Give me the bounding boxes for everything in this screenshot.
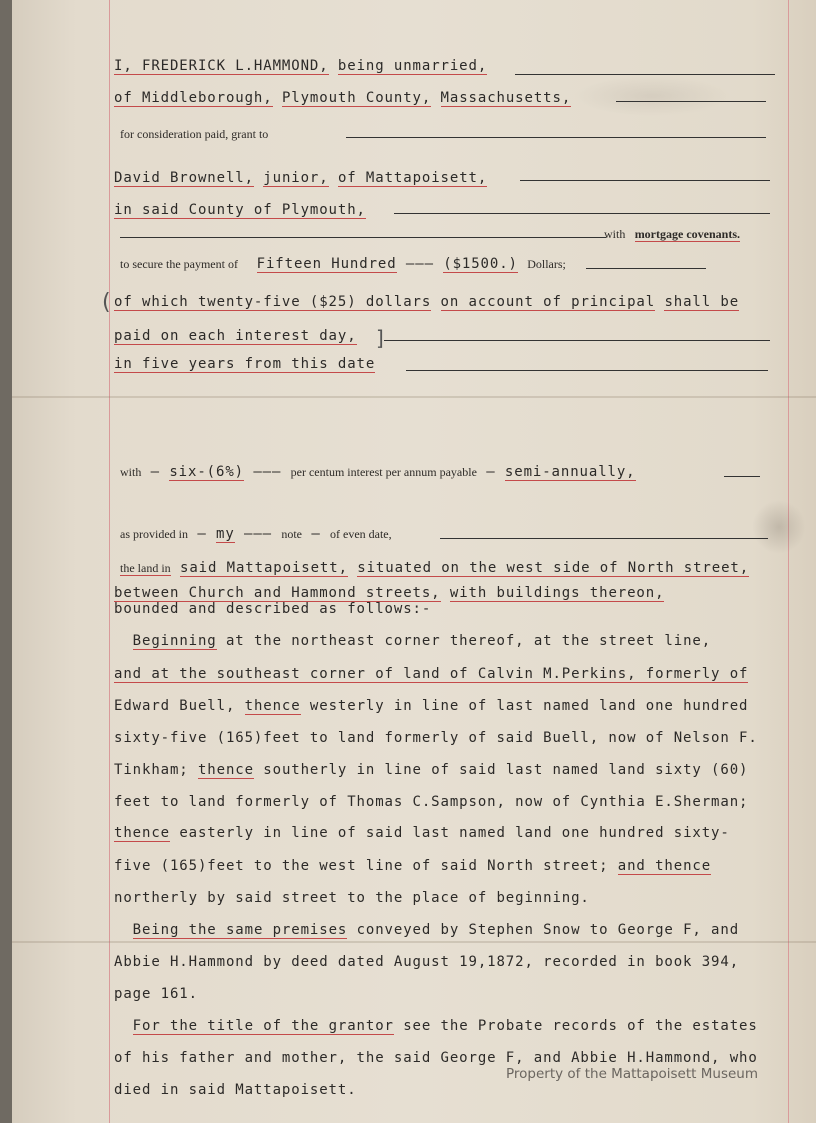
title-paragraph — [114, 1082, 357, 1098]
typed-text: five (165)feet to the west line of said North street; — [114, 858, 618, 874]
underlined-text: junior, — [263, 170, 329, 186]
left-margin-rule — [109, 0, 110, 1123]
typed-text: ——— — [396, 256, 444, 272]
description-paragraph — [114, 633, 711, 649]
grantor-line — [114, 58, 487, 74]
typed-text: Abbie H.Hammond by deed dated August 19,1872, recorded in book 394, — [114, 954, 740, 970]
typed-text: ——— — [234, 526, 282, 542]
underlined-text: Beginning — [132, 633, 217, 649]
underlined-text: with buildings thereon, — [449, 585, 665, 601]
description-paragraph — [114, 825, 730, 841]
page-fold — [12, 941, 816, 943]
underlined-text: on account of principal — [440, 294, 656, 310]
consideration-line — [120, 126, 268, 142]
typed-text — [348, 560, 357, 576]
faded-smudge — [572, 76, 732, 116]
description-paragraph — [114, 794, 748, 810]
typed-text: see the Probate records of the estates — [393, 1018, 758, 1034]
underlined-text: For the title of the grantor — [132, 1018, 394, 1034]
pencil-bracket-mark: ] — [376, 326, 384, 350]
typed-text — [171, 560, 180, 576]
typed-text — [625, 226, 634, 242]
underlined-text: thence — [114, 825, 170, 841]
typed-text: easterly in line of said last named land one hundred sixty- — [169, 825, 730, 841]
description-paragraph — [114, 698, 748, 714]
typed-text: note — [281, 527, 302, 541]
typed-text — [114, 1018, 133, 1034]
typed-text: died in said Mattapoisett. — [114, 1082, 357, 1098]
typed-text: southerly in line of said last named land sixty (60) — [253, 762, 749, 778]
underlined-text: Being the same premises — [132, 922, 348, 938]
interest-day-line — [114, 328, 357, 344]
underlined-text: Plymouth County, — [281, 90, 432, 106]
underlined-text: thence — [197, 762, 254, 778]
typed-text: bounded and described as follows:- — [114, 601, 432, 617]
typed-text: page 161. — [114, 986, 198, 1002]
blank-rule — [440, 538, 768, 539]
title-paragraph — [114, 1018, 758, 1034]
blank-rule — [616, 101, 766, 102]
description-intro — [114, 601, 431, 617]
typed-text: with — [120, 465, 142, 479]
underlined-text: semi-annually, — [504, 464, 636, 480]
underlined-text: my — [216, 526, 235, 542]
typed-text: for consideration paid, grant to — [120, 127, 269, 141]
typed-text: — — [476, 464, 505, 480]
underlined-text: ($1500.) — [443, 256, 518, 272]
blank-rule — [394, 213, 770, 214]
source-deed-paragraph — [114, 954, 739, 970]
underlined-text: paid on each interest day, — [114, 328, 357, 344]
typed-text: with — [604, 227, 626, 241]
typed-text — [431, 294, 440, 310]
blank-rule — [384, 340, 770, 341]
underlined-text: the land in — [120, 561, 171, 575]
typed-text — [431, 90, 440, 106]
source-deed-paragraph — [114, 986, 198, 1002]
underlined-text: Fifteen Hundred — [256, 256, 397, 272]
right-margin-rule — [788, 0, 789, 1123]
typed-text: ——— — [243, 464, 291, 480]
ink-stamp-blot — [752, 500, 806, 554]
underlined-text: thence — [244, 698, 301, 714]
underlined-text: in said County of Plymouth, — [114, 202, 366, 218]
typed-text — [329, 58, 338, 74]
underlined-text: between Church and Hammond streets, — [114, 585, 441, 601]
underlined-text: in five years from this date — [114, 356, 376, 372]
typed-text — [238, 256, 257, 272]
pencil-bracket-mark: ( — [102, 290, 111, 315]
typed-text: per centum interest per annum payable — [290, 465, 477, 479]
typed-text: westerly in line of last named land one hundred — [300, 698, 749, 714]
underlined-text: Massachusetts, — [440, 90, 572, 106]
page-fold — [12, 396, 816, 398]
blank-rule — [586, 268, 706, 269]
description-paragraph — [114, 666, 748, 682]
interest-rate-line — [120, 464, 636, 480]
blank-rule — [520, 180, 770, 181]
typed-text: at the northeast corner thereof, at the street line, — [216, 633, 712, 649]
typed-text: conveyed by Stephen Snow to George F, and — [347, 922, 740, 938]
county-line — [114, 202, 366, 218]
description-paragraph — [114, 762, 748, 778]
museum-watermark: Property of the Mattapoisett Museum — [506, 1066, 758, 1082]
underlined-text: I, FREDERICK L.HAMMOND, — [114, 58, 329, 74]
underlined-text: of Mattapoisett, — [337, 170, 488, 186]
underlined-text: being unmarried, — [337, 58, 488, 74]
typed-text — [273, 90, 282, 106]
typed-text: as provided in — [120, 527, 188, 541]
grantee-line — [114, 170, 487, 186]
payment-amount-line — [120, 256, 566, 272]
term-years-line — [114, 356, 375, 372]
typed-text: Tinkham; — [114, 762, 198, 778]
underlined-text: six-(6%) — [169, 464, 244, 480]
note-reference-line — [120, 526, 392, 542]
title-paragraph — [114, 1050, 758, 1066]
typed-text: to secure the payment of — [120, 257, 238, 271]
land-location-line — [120, 560, 749, 576]
covenants-line — [604, 226, 740, 242]
description-paragraph — [114, 858, 711, 874]
typed-text — [329, 170, 338, 186]
blank-rule — [515, 74, 775, 75]
land-bounds-line — [114, 585, 664, 601]
typed-text — [114, 922, 133, 938]
typed-text: of his father and mother, the said George F, and Abbie H.Hammond, who — [114, 1050, 758, 1066]
underlined-text: said Mattapoisett, — [180, 560, 348, 576]
underlined-text: of which twenty-five ($25) dollars — [114, 294, 432, 310]
typed-text: of even date, — [330, 527, 392, 541]
underlined-text: and at the southeast corner of land of Calvin M.Perkins, formerly of — [114, 666, 749, 682]
typed-text: Edward Buell, — [114, 698, 245, 714]
typed-text — [114, 633, 133, 649]
typed-text: sixty-five (165)feet to land formerly of said Buell, now of Nelson F. — [114, 730, 758, 746]
blank-rule — [346, 137, 766, 138]
typed-text: northerly by said street to the place of beginning. — [114, 890, 590, 906]
typed-text: — — [302, 526, 330, 542]
underlined-text: mortgage covenants. — [634, 227, 740, 241]
blank-rule — [120, 237, 606, 238]
underlined-text: situated on the west side of North street, — [357, 560, 750, 576]
typed-text: feet to land formerly of Thomas C.Sampson, now of Cynthia E.Sherman; — [114, 794, 749, 810]
typed-text — [441, 585, 450, 601]
description-paragraph — [114, 890, 590, 906]
typed-text: Dollars; — [527, 257, 566, 271]
underlined-text: of Middleborough, — [114, 90, 273, 106]
typed-text: — — [188, 526, 216, 542]
typed-text — [518, 256, 527, 272]
underlined-text: and thence — [617, 858, 712, 874]
blank-rule — [724, 476, 760, 477]
underlined-text: shall be — [664, 294, 740, 310]
description-paragraph — [114, 730, 758, 746]
typed-text: — — [141, 464, 170, 480]
principal-terms-line — [114, 294, 739, 310]
underlined-text: David Brownell, — [114, 170, 254, 186]
blank-rule — [406, 370, 768, 371]
typed-text — [254, 170, 263, 186]
residence-line — [114, 90, 571, 106]
source-deed-paragraph — [114, 922, 739, 938]
